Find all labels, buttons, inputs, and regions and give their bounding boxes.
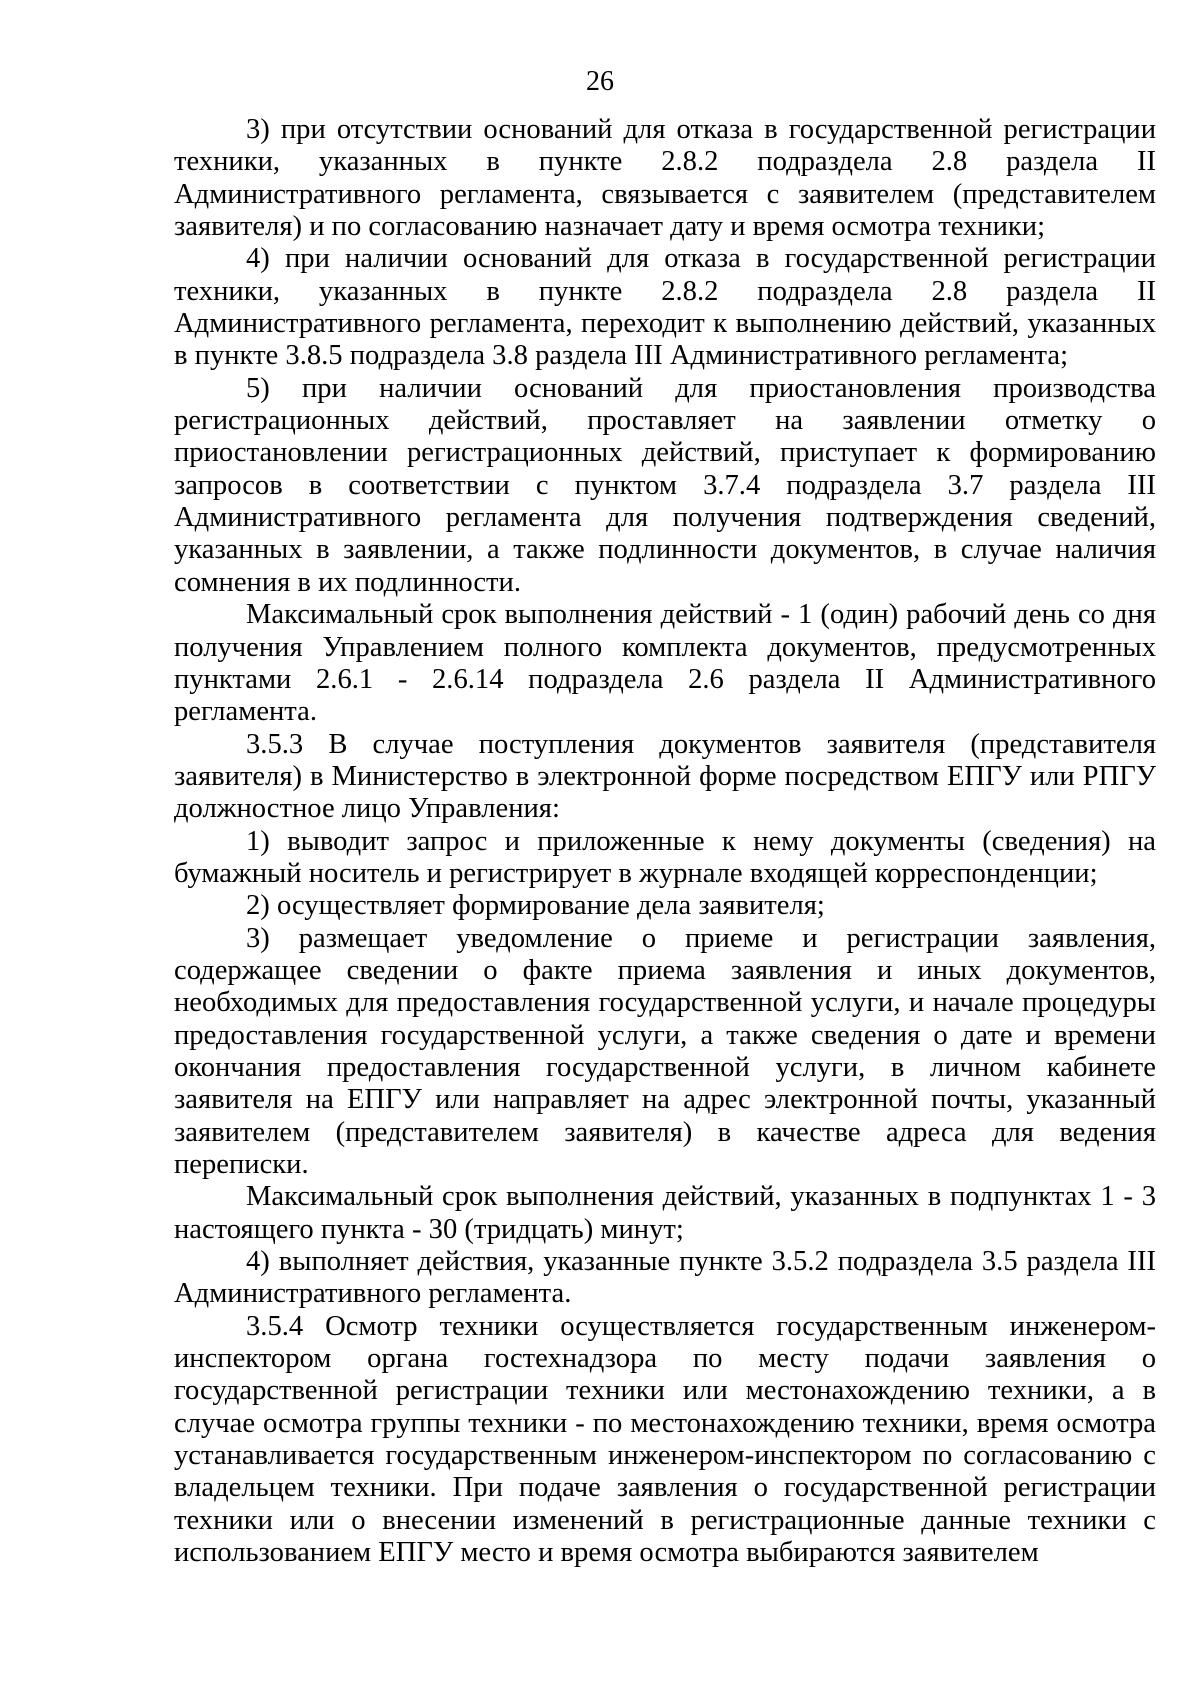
page-number: 26	[586, 66, 614, 97]
paragraph-deadline-1: Максимальный срок выполнения действий - 1 (один) рабочий день со дня получения Управлением полного комплекта документов, предусмотренных пунктами 2.6.1 - 2.6.14 подраздела 2.6 раздела II Административного регламента.	[174, 599, 1156, 728]
paragraph-3-5-4: 3.5.4 Осмотр техники осуществляется государственным инженером-инспектором органа гостехнадзора по месту подачи заявления о государственной регистрации техники или местонахождению техники, а в случае осмотра группы техники - по местонахождению техники, время осмотра устанавливается государственным инженером-инспектором по согласованию с владельцем техники. При подаче заявления о государственной регистрации техники или о внесении изменений в регистрационные данные техники с использованием ЕПГУ место и время осмотра выбираются заявителем	[174, 1310, 1156, 1569]
paragraph-3-5-3: 3.5.3 В случае поступления документов заявителя (представителя заявителя) в Министерство в электронной форме посредством ЕПГУ или РПГУ должностное лицо Управления:	[174, 728, 1156, 825]
paragraph-sub-4: 4) выполняет действия, указанные пункте 3.5.2 подраздела 3.5 раздела III Административного регламента.	[174, 1246, 1156, 1310]
paragraph-sub-2: 2) осуществляет формирование дела заявителя;	[246, 890, 825, 922]
paragraph-deadline-2: Максимальный срок выполнения действий, указанных в подпунктах 1 - 3 настоящего пункта - 30 (тридцать) минут;	[174, 1181, 1156, 1245]
paragraph-item-4: 4) при наличии оснований для отказа в государственной регистрации техники, указанных в пункте 2.8.2 подраздела 2.8 раздела II Административного регламента, переходит к выполнению действий, указанных в пункте 3.8.5 подраздела 3.8 раздела III Административного регламента;	[174, 243, 1156, 372]
document-body	[174, 114, 1156, 1569]
paragraph-sub-1: 1) выводит запрос и приложенные к нему документы (сведения) на бумажный носитель и регистрирует в журнале входящей корреспонденции;	[174, 825, 1156, 889]
paragraph-item-3: 3) при отсутствии оснований для отказа в государственной регистрации техники, указанных в пункте 2.8.2 подраздела 2.8 раздела II Административного регламента, связывается с заявителем (представителем заявителя) и по согласованию назначает дату и время осмотра техники;	[174, 114, 1156, 243]
paragraph-item-5: 5) при наличии оснований для приостановления производства регистрационных действий, проставляет на заявлении отметку о приостановлении регистрационных действий, приступает к формированию запросов в соответствии с пунктом 3.7.4 подраздела 3.7 раздела III Административного регламента для получения подтверждения сведений, указанных в заявлении, а также подлинности документов, в случае наличия сомнения в их подлинности.	[174, 372, 1156, 598]
paragraph-sub-3: 3) размещает уведомление о приеме и регистрации заявления, содержащее сведении о факте приема заявления и иных документов, необходимых для предоставления государственной услуги, и начале процедуры предоставления государственной услуги, а также сведения о дате и времени окончания предоставления государственной услуги, в личном кабинете заявителя на ЕПГУ или направляет на адрес электронной почты, указанный заявителем (представителем заявителя) в качестве адреса для ведения переписки.	[174, 922, 1156, 1180]
